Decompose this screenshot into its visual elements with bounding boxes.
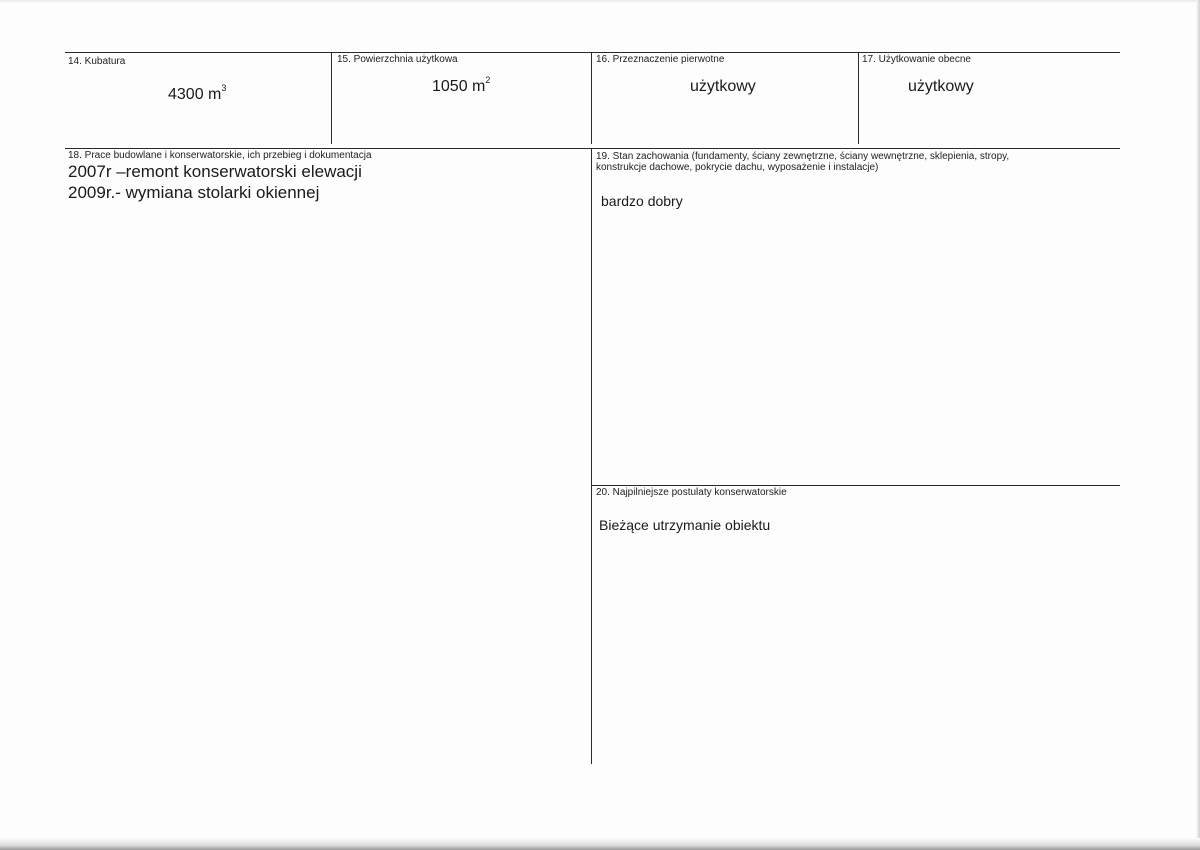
field20-top-border — [591, 485, 1120, 486]
field-14-value: 4300 $m^3$ — [168, 83, 227, 103]
row1-divider-2 — [591, 52, 592, 144]
field-20-value: Bieżące utrzymanie obiektu — [599, 517, 771, 533]
field-15-label: 15. Powierzchnia użytkowa — [337, 54, 458, 65]
row1-top-border — [65, 52, 1120, 53]
field-14-unit-exponent: 3 — [221, 83, 227, 93]
field-18-line-2: 2009r.- wymiana stolarki okiennej — [68, 183, 320, 202]
field-14-label: 14. Kubatura — [68, 56, 126, 67]
field-20-label: 20. Najpilniejsze postulaty konserwatorskie — [596, 487, 787, 498]
field-15-unit-exponent: 2 — [485, 75, 491, 85]
scan-edge-right — [1196, 0, 1200, 850]
scan-edge-bottom — [0, 838, 1200, 850]
field-16-value: użytkowy — [690, 78, 756, 95]
field-17-label: 17. Użytkowanie obecne — [862, 54, 971, 65]
field-18-line-1: 2007r –remont konserwatorski elewacji — [68, 162, 362, 181]
field-18-label: 18. Prace budowlane i konserwatorskie, ich przebieg i dokumentacja — [68, 150, 372, 161]
field-19-label-line-1: 19. Stan zachowania (fundamenty, ściany zewnętrzne, ściany wewnętrzne, sklepienia, stropy, — [596, 151, 1010, 162]
row1-divider-3 — [858, 52, 859, 144]
field-17-value: użytkowy — [908, 78, 974, 95]
main-divider — [591, 148, 592, 764]
row1-divider-1 — [331, 52, 332, 144]
field-16-label: 16. Przeznaczenie pierwotne — [596, 54, 725, 65]
field-19-label-line-2: konstrukcje dachowe, pokrycie dachu, wyposażenie i instalacje) — [596, 162, 879, 173]
row2-top-border — [65, 148, 1120, 149]
field-15-value: 1050 $m^2$ — [432, 75, 491, 95]
field-19-value: bardzo dobry — [601, 193, 683, 209]
scan-edge-top — [0, 0, 1200, 3]
